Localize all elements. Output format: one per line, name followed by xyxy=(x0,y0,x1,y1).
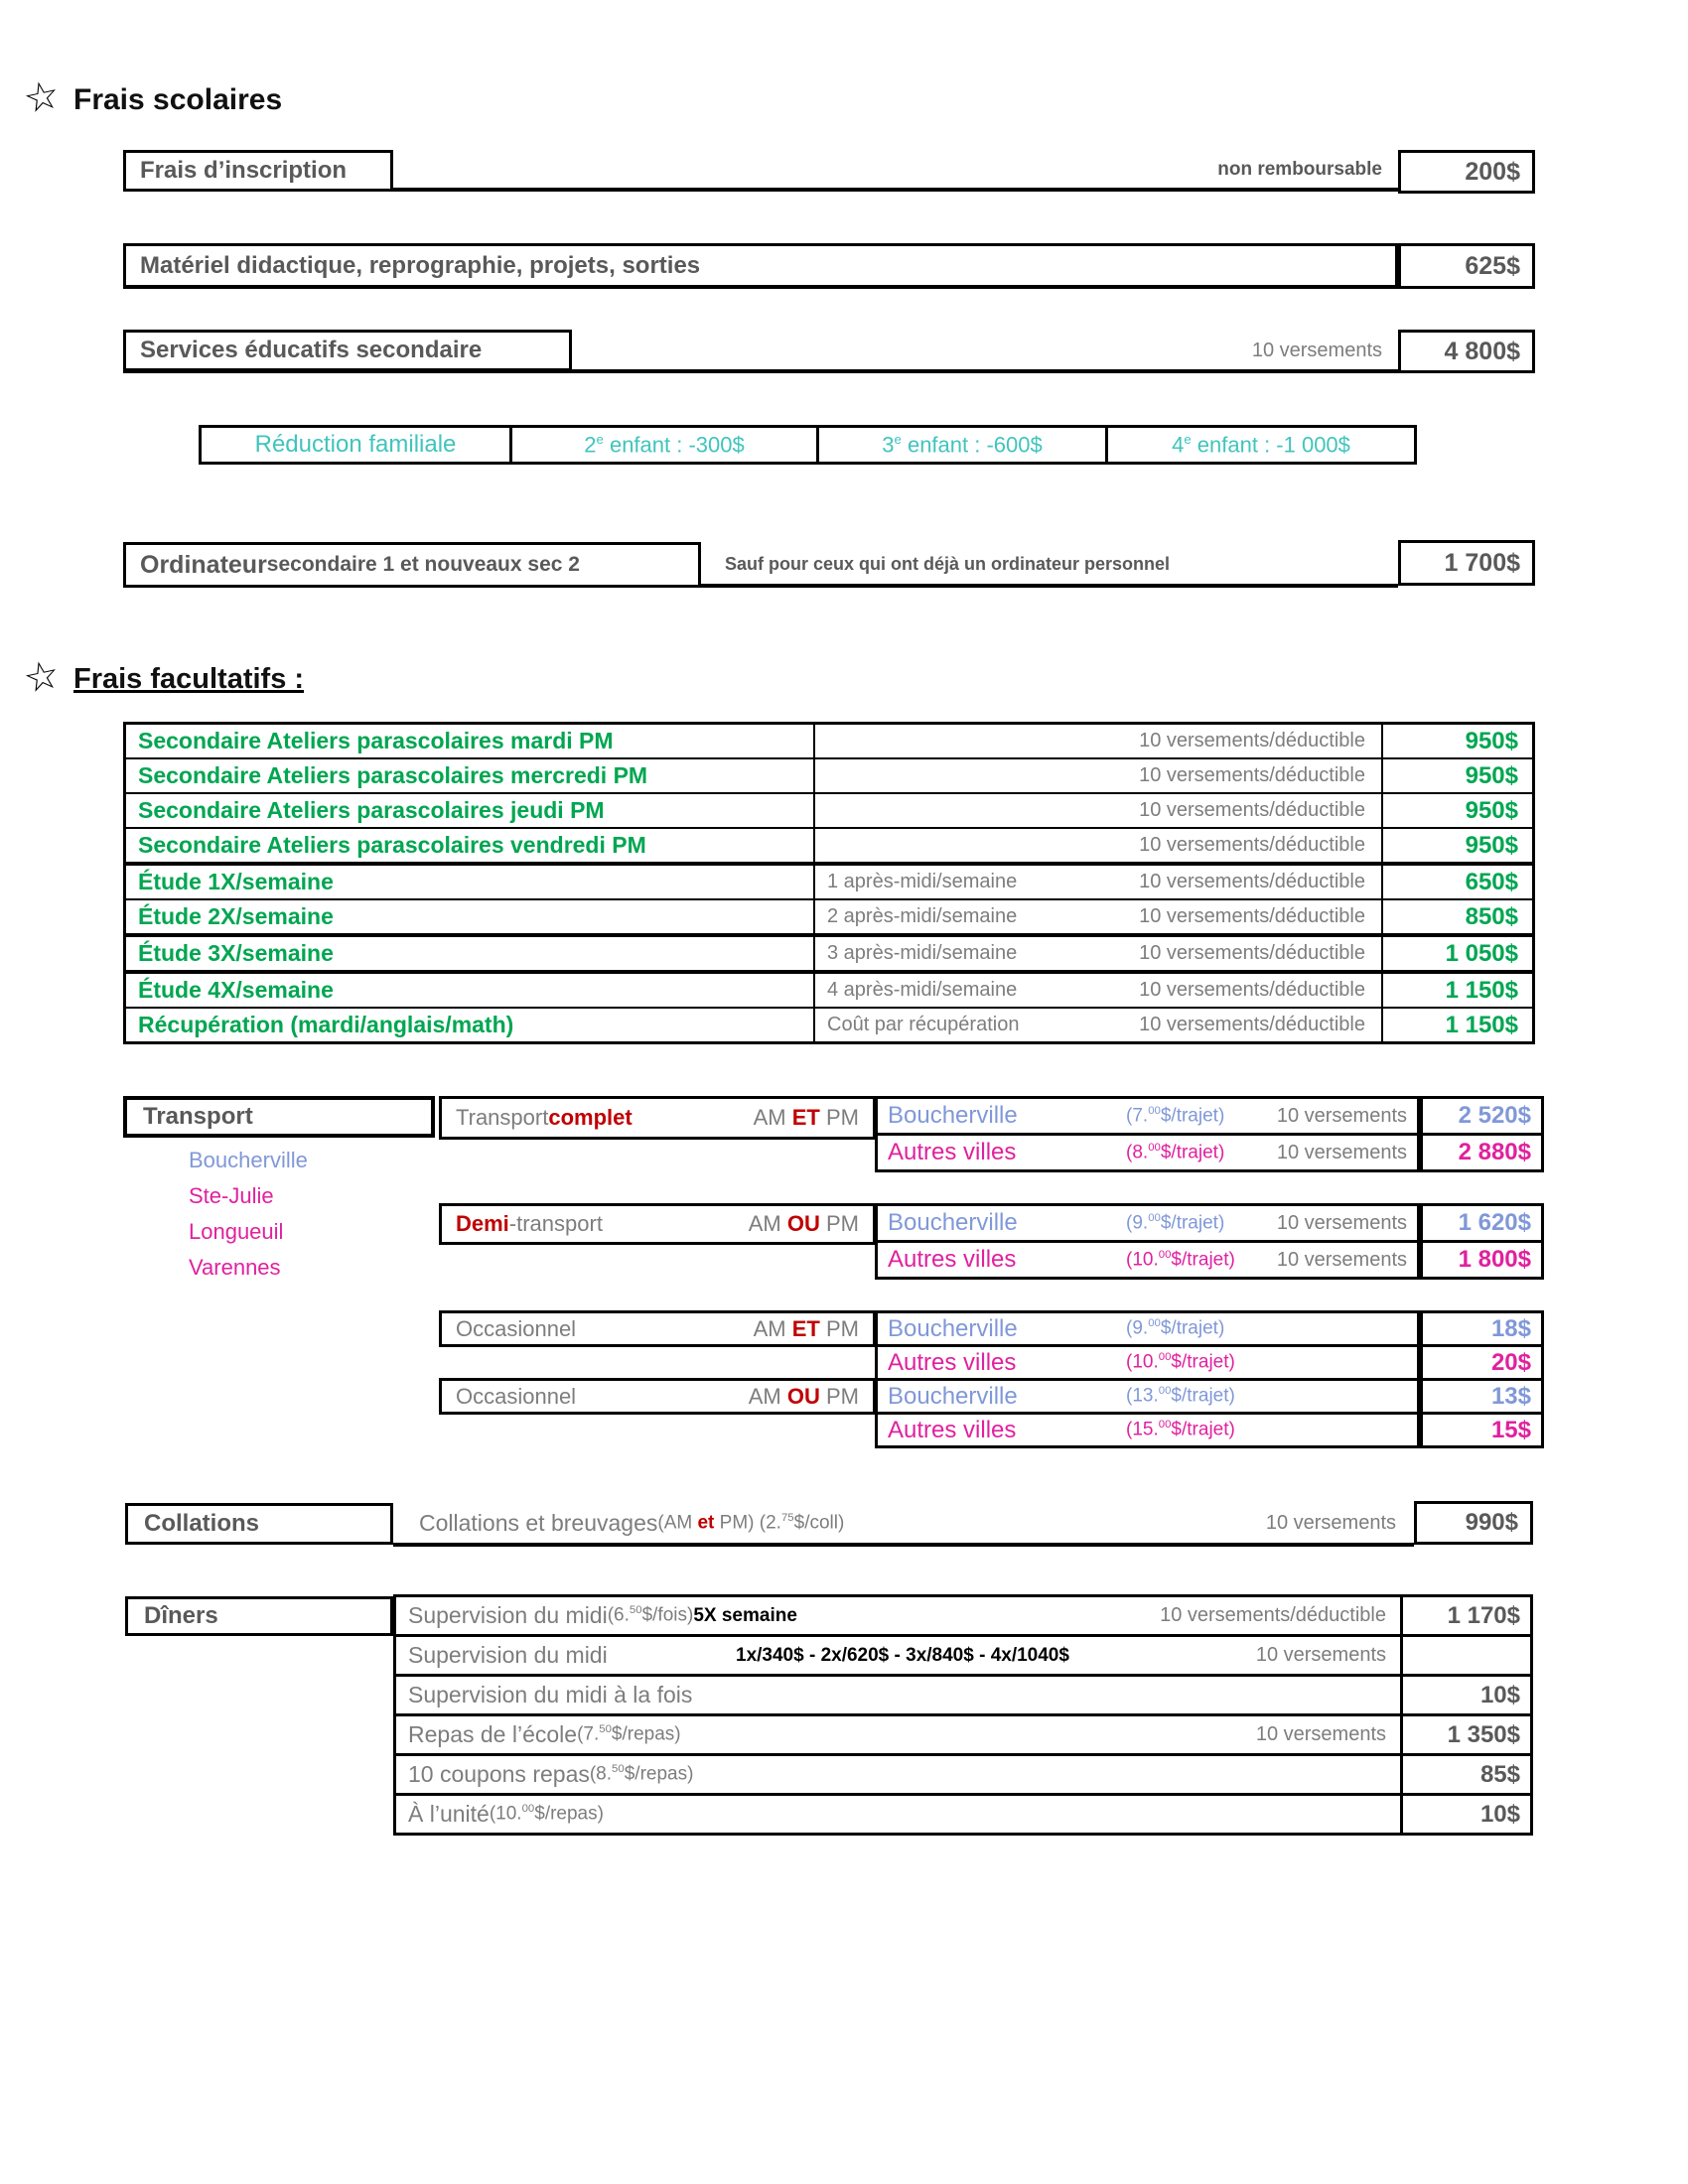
facultatif-price: 1 150$ xyxy=(1381,974,1532,1007)
rate-sup: 00 xyxy=(521,1803,535,1816)
diner-note: 10 versements xyxy=(1255,1723,1386,1745)
occ-pm: PM xyxy=(826,1383,859,1409)
row-rate xyxy=(1126,1385,1235,1407)
facultatifs-table xyxy=(123,722,1535,1044)
rate-close: $/trajet) xyxy=(1160,1105,1225,1127)
occ-ou-price-boucherville: 13$ xyxy=(1420,1378,1544,1415)
row-note: 10 versements xyxy=(1276,1211,1407,1234)
row-note: 10 versements xyxy=(1276,1141,1407,1163)
rate-sup: 00 xyxy=(1158,1419,1172,1432)
rate-sup: 50 xyxy=(612,1763,625,1776)
facultatif-note: 10 versements/déductible xyxy=(1139,764,1365,786)
complet-ampm xyxy=(754,1105,859,1131)
table-row xyxy=(126,725,1532,759)
row-city: Boucherville xyxy=(888,1382,1018,1410)
rate-sup: 00 xyxy=(1158,1248,1172,1261)
facultatif-mid: 2 après-midi/semaine xyxy=(827,905,1018,927)
inscription-price-box xyxy=(1398,150,1535,194)
complet-row-boucherville xyxy=(875,1096,1420,1136)
services-label-box xyxy=(123,330,572,371)
table-row xyxy=(396,1756,1530,1796)
occ-ou-price-autres: 15$ xyxy=(1420,1412,1544,1448)
occ-et-price-autres: 20$ xyxy=(1420,1344,1544,1381)
enfant3-rest: enfant : -600$ xyxy=(901,432,1043,458)
services-note: 10 versements xyxy=(1251,339,1382,361)
demi-price-boucherville: 1 620$ xyxy=(1420,1203,1544,1243)
collations-row xyxy=(393,1503,1414,1547)
rate-sup: 50 xyxy=(599,1723,612,1736)
transport-label: Transport xyxy=(143,1103,253,1130)
demi-price-autres: 1 800$ xyxy=(1420,1240,1544,1280)
diner-price: 10$ xyxy=(1400,1796,1530,1833)
section-title-frais-facultatifs: Frais facultatifs : xyxy=(73,663,305,695)
rate-sup: 00 xyxy=(1158,1351,1172,1364)
collations-price: 990$ xyxy=(1465,1509,1518,1536)
table-row xyxy=(126,866,1532,900)
transport-label-box xyxy=(123,1096,435,1138)
diners-table xyxy=(393,1594,1533,1836)
occ-label: Occasionnel xyxy=(456,1315,577,1341)
diner-note: 10 versements/déductible xyxy=(1160,1604,1386,1626)
diner-price: 85$ xyxy=(1400,1756,1530,1793)
diner-rate xyxy=(608,1604,694,1626)
collations-paren xyxy=(657,1512,844,1534)
inscription-label-box xyxy=(123,150,393,192)
diner-price xyxy=(1400,1637,1530,1674)
diner-black-text: 1x/340$ - 2x/620$ - 3x/840$ - 4x/1040$ xyxy=(736,1644,1069,1666)
collations-label: Collations xyxy=(144,1510,260,1537)
table-row xyxy=(126,759,1532,794)
demi-am: AM xyxy=(748,1211,781,1236)
complet-row-autres xyxy=(875,1133,1420,1172)
table-row xyxy=(396,1597,1530,1637)
row-city: Autres villes xyxy=(888,1139,1017,1165)
facultatif-price: 850$ xyxy=(1381,900,1532,933)
table-row xyxy=(396,1716,1530,1756)
inscription-label: Frais d’inscription xyxy=(140,157,348,184)
demi-ampm xyxy=(749,1211,859,1237)
occasionnel-ou-box xyxy=(439,1378,876,1415)
row-rate xyxy=(1126,1351,1235,1373)
rate-open: (10. xyxy=(1126,1351,1159,1373)
ordinateur-note: Sauf pour ceux qui ont déjà un ordinateur personnel xyxy=(725,554,1171,574)
facultatif-mid: Coût par récupération xyxy=(827,1014,1020,1035)
complet-bold: complet xyxy=(548,1105,633,1130)
enfant3-num: 3 xyxy=(882,432,895,458)
ordinateur-label-rest: secondaire 1 et nouveaux sec 2 xyxy=(266,553,580,576)
facultatif-price: 950$ xyxy=(1381,794,1532,827)
demi-conj: OU xyxy=(786,1211,820,1236)
diner-price: 1 350$ xyxy=(1400,1716,1530,1753)
occ-ou-row-autres xyxy=(875,1412,1420,1448)
rate-open: (6. xyxy=(607,1604,630,1626)
facultatif-label: Secondaire Ateliers parascolaires mercredi PM xyxy=(126,759,815,792)
materiel-price: 625$ xyxy=(1465,251,1520,280)
facultatif-price: 1 050$ xyxy=(1381,937,1532,970)
table-row xyxy=(126,900,1532,937)
occ-et-price-boucherville: 18$ xyxy=(1420,1310,1544,1347)
complet-am: AM xyxy=(753,1105,786,1130)
demi-row-boucherville xyxy=(875,1203,1420,1243)
collations-label-box xyxy=(125,1503,393,1545)
diners-label-box xyxy=(125,1596,393,1636)
demi-rest: -transport xyxy=(508,1211,603,1236)
table-row xyxy=(396,1677,1530,1716)
row-rate xyxy=(1126,1212,1224,1234)
city-ste-julie: Ste-Julie xyxy=(189,1183,274,1208)
complet-pm: PM xyxy=(826,1105,859,1130)
reduction-enfant3-cell xyxy=(816,425,1108,465)
diner-price: 10$ xyxy=(1400,1677,1530,1713)
occ-am: AM xyxy=(748,1383,781,1409)
table-row xyxy=(126,937,1532,974)
diner-label: Repas de l’école xyxy=(408,1721,578,1747)
facultatif-note: 10 versements/déductible xyxy=(1139,1014,1365,1035)
rate-sup: 00 xyxy=(1148,1317,1161,1330)
facultatif-note: 10 versements/déductible xyxy=(1139,905,1365,927)
rate-open: (10. xyxy=(1126,1249,1159,1271)
ordinateur-price-box xyxy=(1398,540,1535,586)
rate-open: (7. xyxy=(1126,1105,1149,1127)
collations-note: 10 versements xyxy=(1265,1511,1396,1534)
facultatif-note: 10 versements/déductible xyxy=(1139,834,1365,856)
facultatif-price: 950$ xyxy=(1381,759,1532,792)
diner-bold: 5X semaine xyxy=(693,1604,797,1626)
enfant3-sup: e xyxy=(894,431,902,447)
ordinateur-label-bold: Ordinateur xyxy=(140,550,267,579)
reduction-enfant2-cell xyxy=(509,425,819,465)
collations-rate-close: $/coll) xyxy=(793,1512,845,1534)
diner-rate xyxy=(577,1723,681,1745)
ordinateur-price: 1 700$ xyxy=(1444,548,1520,577)
row-city: Boucherville xyxy=(888,1209,1018,1236)
diner-price: 1 170$ xyxy=(1400,1597,1530,1634)
section-title-frais-scolaires: Frais scolaires xyxy=(73,83,283,116)
diner-label: 10 coupons repas xyxy=(408,1761,590,1787)
city-varennes: Varennes xyxy=(189,1255,281,1280)
collations-price-box xyxy=(1414,1501,1533,1545)
occ-ampm xyxy=(754,1316,859,1342)
transport-complet-box xyxy=(439,1096,876,1140)
rate-open: (13. xyxy=(1126,1385,1159,1407)
diner-note: 10 versements xyxy=(1255,1644,1386,1666)
rate-sup: 00 xyxy=(1148,1104,1161,1117)
rate-close: $/trajet) xyxy=(1171,1385,1235,1407)
row-city: Autres villes xyxy=(888,1246,1017,1273)
star-icon: ☆ xyxy=(19,71,65,123)
facultatif-mid: 3 après-midi/semaine xyxy=(827,942,1018,964)
rate-close: $/repas) xyxy=(624,1763,694,1785)
row-rate xyxy=(1126,1419,1235,1440)
collations-rate-open: (2. xyxy=(759,1512,781,1534)
facultatif-note: 10 versements/déductible xyxy=(1139,799,1365,821)
occ-am: AM xyxy=(753,1315,786,1341)
collations-text: Collations et breuvages xyxy=(419,1509,658,1536)
complet-pre: Transport xyxy=(456,1105,549,1130)
materiel-row xyxy=(123,243,1398,289)
occ-conj: ET xyxy=(791,1315,820,1341)
reduction-title-cell xyxy=(199,425,512,465)
city-boucherville: Boucherville xyxy=(189,1148,308,1172)
facultatif-label: Secondaire Ateliers parascolaires jeudi PM xyxy=(126,794,815,827)
collations-rate-sup: 75 xyxy=(780,1511,794,1524)
reduction-enfant2 xyxy=(584,432,744,458)
facultatif-price: 1 150$ xyxy=(1381,1009,1532,1041)
rate-open: (8. xyxy=(1126,1142,1149,1163)
table-row xyxy=(396,1637,1530,1677)
inscription-price: 200$ xyxy=(1465,157,1520,186)
reduction-title: Réduction familiale xyxy=(254,431,457,458)
collations-paren-open: (AM xyxy=(657,1512,698,1534)
rate-open: (8. xyxy=(589,1763,613,1785)
facultatif-price: 950$ xyxy=(1381,829,1532,862)
demi-row-autres xyxy=(875,1240,1420,1280)
occ-ou-row-boucherville xyxy=(875,1378,1420,1415)
services-label: Services éducatifs secondaire xyxy=(140,337,483,363)
facultatif-label: Étude 4X/semaine xyxy=(126,974,815,1007)
complet-price-autres: 2 880$ xyxy=(1420,1133,1544,1172)
facultatif-label: Étude 3X/semaine xyxy=(126,937,815,970)
rate-open: (9. xyxy=(1126,1317,1149,1339)
facultatif-mid: 4 après-midi/semaine xyxy=(827,979,1018,1001)
facultatif-label: Récupération (mardi/anglais/math) xyxy=(126,1009,815,1041)
row-city: Autres villes xyxy=(888,1416,1017,1443)
rate-close: $/repas) xyxy=(611,1723,681,1745)
table-row xyxy=(126,974,1532,1009)
reduction-enfant3 xyxy=(882,432,1042,458)
diner-label: Supervision du midi xyxy=(408,1642,608,1668)
occ-ampm xyxy=(749,1384,859,1410)
complet-conj: ET xyxy=(791,1105,820,1130)
enfant4-num: 4 xyxy=(1172,432,1185,458)
rate-open: (10. xyxy=(489,1803,522,1825)
row-city: Boucherville xyxy=(888,1314,1018,1342)
rate-open: (15. xyxy=(1126,1419,1159,1440)
rate-sup: 50 xyxy=(629,1604,642,1617)
rate-sup: 00 xyxy=(1148,1141,1161,1154)
facultatif-note: 10 versements/déductible xyxy=(1139,942,1365,964)
row-note: 10 versements xyxy=(1276,1248,1407,1271)
facultatif-mid: 1 après-midi/semaine xyxy=(827,871,1018,892)
diner-label: À l’unité xyxy=(408,1801,490,1827)
services-price: 4 800$ xyxy=(1444,337,1520,365)
enfant4-rest: enfant : -1 000$ xyxy=(1191,432,1350,458)
enfant4-sup: e xyxy=(1184,431,1192,447)
diner-rate xyxy=(490,1803,604,1825)
row-rate xyxy=(1126,1105,1224,1127)
facultatif-label: Secondaire Ateliers parascolaires vendredi PM xyxy=(126,829,815,862)
enfant2-num: 2 xyxy=(584,432,597,458)
rate-close: $/repas) xyxy=(534,1803,604,1825)
reduction-enfant4-cell xyxy=(1105,425,1417,465)
rate-close: $/trajet) xyxy=(1171,1351,1235,1373)
rate-close: $/trajet) xyxy=(1160,1212,1225,1234)
facultatif-label: Étude 2X/semaine xyxy=(126,900,815,933)
diner-rate xyxy=(590,1763,694,1785)
occ-label: Occasionnel xyxy=(456,1383,577,1409)
occ-et-row-boucherville xyxy=(875,1310,1420,1347)
materiel-price-box xyxy=(1398,243,1535,289)
facultatif-price: 650$ xyxy=(1381,866,1532,898)
rate-sup: 00 xyxy=(1158,1385,1172,1398)
table-row xyxy=(126,1009,1532,1041)
diner-label: Supervision du midi à la fois xyxy=(408,1682,693,1707)
facultatif-note: 10 versements/déductible xyxy=(1139,979,1365,1001)
ordinateur-label-box xyxy=(123,542,701,588)
diners-label: Dîners xyxy=(144,1602,218,1629)
star-icon-2: ☆ xyxy=(19,651,65,703)
row-note: 10 versements xyxy=(1276,1104,1407,1127)
facultatif-note: 10 versements/déductible xyxy=(1139,730,1365,751)
materiel-label: Matériel didactique, reprographie, projets, sorties xyxy=(140,251,701,279)
services-price-box xyxy=(1398,330,1535,373)
rate-close: $/fois) xyxy=(641,1604,694,1626)
occ-pm: PM xyxy=(826,1315,859,1341)
row-city: Boucherville xyxy=(888,1102,1018,1129)
enfant2-rest: enfant : -300$ xyxy=(603,432,745,458)
occ-et-row-autres xyxy=(875,1344,1420,1381)
rate-sup: 00 xyxy=(1148,1211,1161,1224)
demi-pm: PM xyxy=(826,1211,859,1236)
city-longueuil: Longueuil xyxy=(189,1219,284,1244)
occasionnel-et-box xyxy=(439,1310,876,1347)
facultatif-label: Étude 1X/semaine xyxy=(126,866,815,898)
rate-open: (9. xyxy=(1126,1212,1149,1234)
demi-bold: Demi xyxy=(456,1211,509,1236)
row-rate xyxy=(1126,1142,1224,1163)
demi-transport-box xyxy=(439,1203,876,1245)
rate-close: $/trajet) xyxy=(1171,1419,1235,1440)
diner-label: Supervision du midi xyxy=(408,1602,608,1628)
complet-price-boucherville: 2 520$ xyxy=(1420,1096,1544,1136)
row-city: Autres villes xyxy=(888,1348,1017,1376)
inscription-note: non remboursable xyxy=(1217,159,1382,180)
facultatif-price: 950$ xyxy=(1381,725,1532,757)
row-rate xyxy=(1126,1317,1224,1339)
row-rate xyxy=(1126,1249,1235,1271)
rate-close: $/trajet) xyxy=(1160,1142,1225,1163)
occ-conj: OU xyxy=(786,1383,820,1409)
rate-open: (7. xyxy=(577,1723,600,1745)
facultatif-note: 10 versements/déductible xyxy=(1139,871,1365,892)
facultatif-label: Secondaire Ateliers parascolaires mardi PM xyxy=(126,725,815,757)
table-row xyxy=(126,794,1532,829)
collations-paren-close: PM) xyxy=(714,1512,760,1534)
rate-close: $/trajet) xyxy=(1171,1249,1235,1271)
table-row xyxy=(396,1796,1530,1833)
table-row xyxy=(126,829,1532,866)
collations-et: et xyxy=(697,1512,715,1534)
reduction-enfant4 xyxy=(1172,432,1350,458)
enfant2-sup: e xyxy=(596,431,604,447)
rate-close: $/trajet) xyxy=(1160,1317,1225,1339)
